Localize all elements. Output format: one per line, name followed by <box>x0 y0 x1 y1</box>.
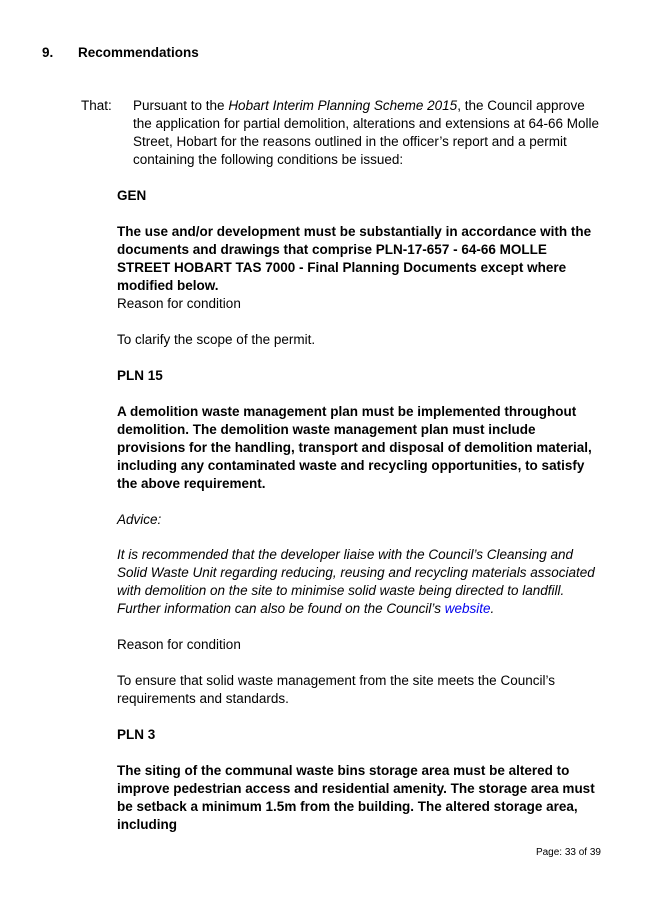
page-footer <box>536 847 601 859</box>
condition-pln15-text: A demolition waste management plan must be implemented throughout demolition. The demolition waste management plan must include provisions for the handling, transport and disposal of demolition material, including any contaminated waste and recycling opportunities, to satisfy the above requirement. <box>117 404 592 491</box>
condition-pln15-advice-label: Advice: <box>117 512 162 527</box>
condition-pln15-reason-label: Reason for condition <box>117 637 241 652</box>
condition-pln15-reason-text: To ensure that solid waste management from the site meets the Council’s requirements and standards. <box>117 673 555 706</box>
intro-prefix: Pursuant to the <box>133 98 229 113</box>
section-heading <box>42 44 199 62</box>
section-number: 9. <box>42 45 54 60</box>
recommendation-intro <box>133 97 603 169</box>
condition-pln15-advice <box>117 546 601 618</box>
condition-gen-code: GEN <box>117 188 147 203</box>
website-link[interactable]: website <box>444 601 491 616</box>
condition-pln3-code: PLN 3 <box>117 727 156 742</box>
condition-pln15-code: PLN 15 <box>117 368 163 383</box>
condition-gen-text: The use and/or development must be substantially in accordance with the documents and drawings that comprise PLN-17-657 - 64-66 MOLLE STREET HOBART TAS 7000 - Final Planning Documents except where modified below. <box>117 224 592 293</box>
condition-gen-reason-text: To clarify the scope of the permit. <box>117 332 316 347</box>
page-number: Page: 33 of 39 <box>535 847 601 858</box>
condition-gen-reason-label: Reason for condition <box>117 296 241 311</box>
that-label: That: <box>81 98 112 113</box>
intro-suffix: , the Council approve the application for partial demolition, alterations and extensions at 64-66 Molle Street, Hobart for the reasons outlined in the officer’s report and a permit containing the following conditions be issued: <box>133 98 600 167</box>
advice-text: It is recommended that the developer liaise with the Council’s Cleansing and Solid Waste Unit regarding reducing, reusing and recycling materials associated with demolition on the site to minimise solid waste being directed to landfill. Further information can also be found on the Council’s <box>117 547 595 616</box>
section-title: Recommendations <box>78 45 199 60</box>
scheme-name: Hobart Interim Planning Scheme 2015 <box>228 98 458 113</box>
advice-end: . <box>490 601 495 616</box>
condition-pln3-text: The siting of the communal waste bins storage area must be altered to improve pedestrian access and residential amenity. The storage area must be setback a minimum 1.5m from the building. The altered storage area, including <box>117 763 595 832</box>
